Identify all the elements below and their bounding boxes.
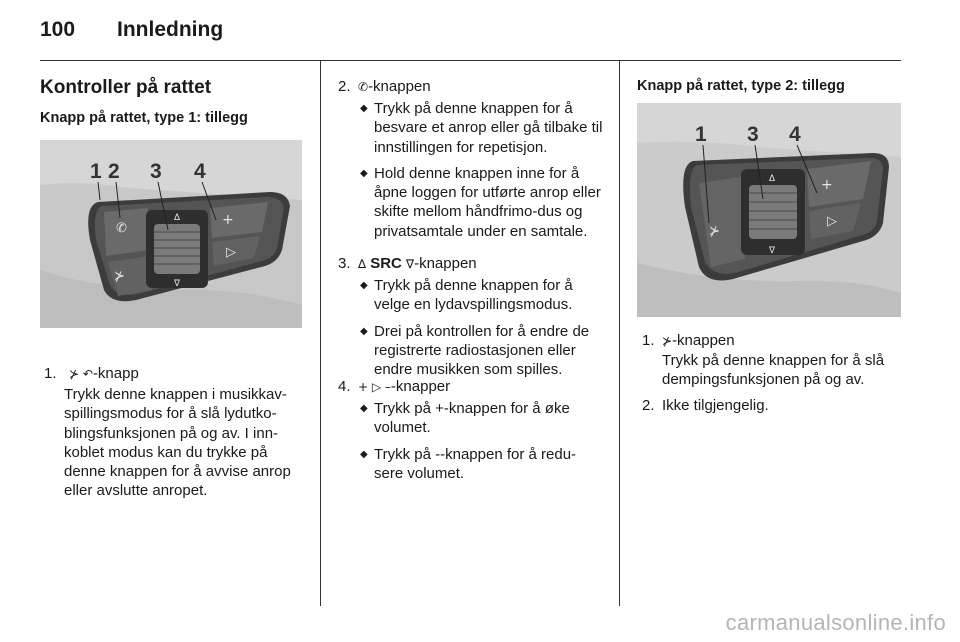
header-rule [40, 60, 901, 61]
fig1-label-4: 4 [194, 160, 206, 183]
column-divider-2 [619, 61, 620, 606]
fig1-label-2: 2 [108, 160, 120, 183]
bullet-item: ◆ Trykk på denne knappen for å velge en lydavspillingsmodus. [360, 277, 573, 314]
column-divider-1 [320, 61, 321, 606]
svg-text:+: + [821, 177, 833, 193]
mute-icon: ⊁ [662, 334, 673, 348]
svg-text:▷: ▷ [827, 214, 837, 229]
svg-text:∆: ∆ [769, 174, 776, 184]
svg-text:⊁: ⊁ [114, 269, 125, 284]
steering-control-figure-type1 [40, 140, 302, 328]
steering-control-figure-type2 [637, 103, 901, 317]
svg-text:∇: ∇ [174, 279, 181, 289]
phone-icon: ✆ [358, 80, 369, 94]
svg-text:⊁: ⊁ [709, 224, 720, 239]
fig1-label-3: 3 [150, 160, 162, 183]
svg-text:∆: ∆ [174, 213, 181, 223]
section-title: Kontroller på rattet [40, 77, 212, 98]
svg-text:▷: ▷ [226, 245, 236, 260]
fig2-label-4: 4 [789, 123, 801, 146]
volume-icon: + ▷ – [358, 380, 391, 394]
page-number: 100 [40, 18, 76, 41]
col1-subtitle: Knapp på rattet, type 1: tillegg [40, 110, 248, 126]
arrow-up-icon: ∆ [358, 257, 367, 271]
bullet-item: ◆ Drei på kontrollen for å endre de registrerte radiostasjonen eller endre musikken som spilles. [360, 322, 590, 379]
watermark: carmanualsonline.info [725, 610, 946, 635]
fig2-label-3: 3 [747, 123, 759, 146]
src-label: SRC [370, 255, 402, 272]
bullet-item: ◆ Trykk på --knappen for å redu-sere volumet. [360, 445, 577, 482]
arrow-down-icon: ∇ [406, 257, 415, 271]
svg-text:+: + [222, 212, 234, 228]
item-number: 1. [44, 365, 57, 382]
bullet-item: ◆ Trykk på +-knappen for å øke volumet. [360, 400, 570, 437]
svg-text:✆: ✆ [116, 221, 127, 236]
bullet-item: ◆ Hold denne knappen inne for å åpne loggen for utførte anrop eller skifte mellom håndfrimo-dus og privatsamtale under en samtale. [360, 164, 601, 240]
item-description: Trykk denne knappen i musikkav-spillingsmodus for å slå lydutko-blingsfunksjonen på og av. I inn-koblet modus kan du trykke på denne knappen for å avvise anrop eller avslutte anropet. [64, 386, 291, 500]
mute-hangup-icon: ⊁ ↶ [69, 367, 93, 381]
svg-text:∇: ∇ [769, 246, 776, 256]
chapter-title: Innledning [117, 18, 224, 41]
bullet-item: ◆ Trykk på denne knappen for å besvare et anrop eller gå tilbake til innstillingen for repetisjon. [360, 100, 603, 156]
item-description: Trykk på denne knappen for å slå dempingsfunksjonen på og av. [662, 352, 885, 389]
fig1-label-1: 1 [90, 160, 102, 183]
item-label: -knapp [92, 365, 139, 382]
col3-subtitle: Knapp på rattet, type 2: tillegg [637, 78, 845, 94]
fig2-label-1: 1 [695, 123, 707, 146]
